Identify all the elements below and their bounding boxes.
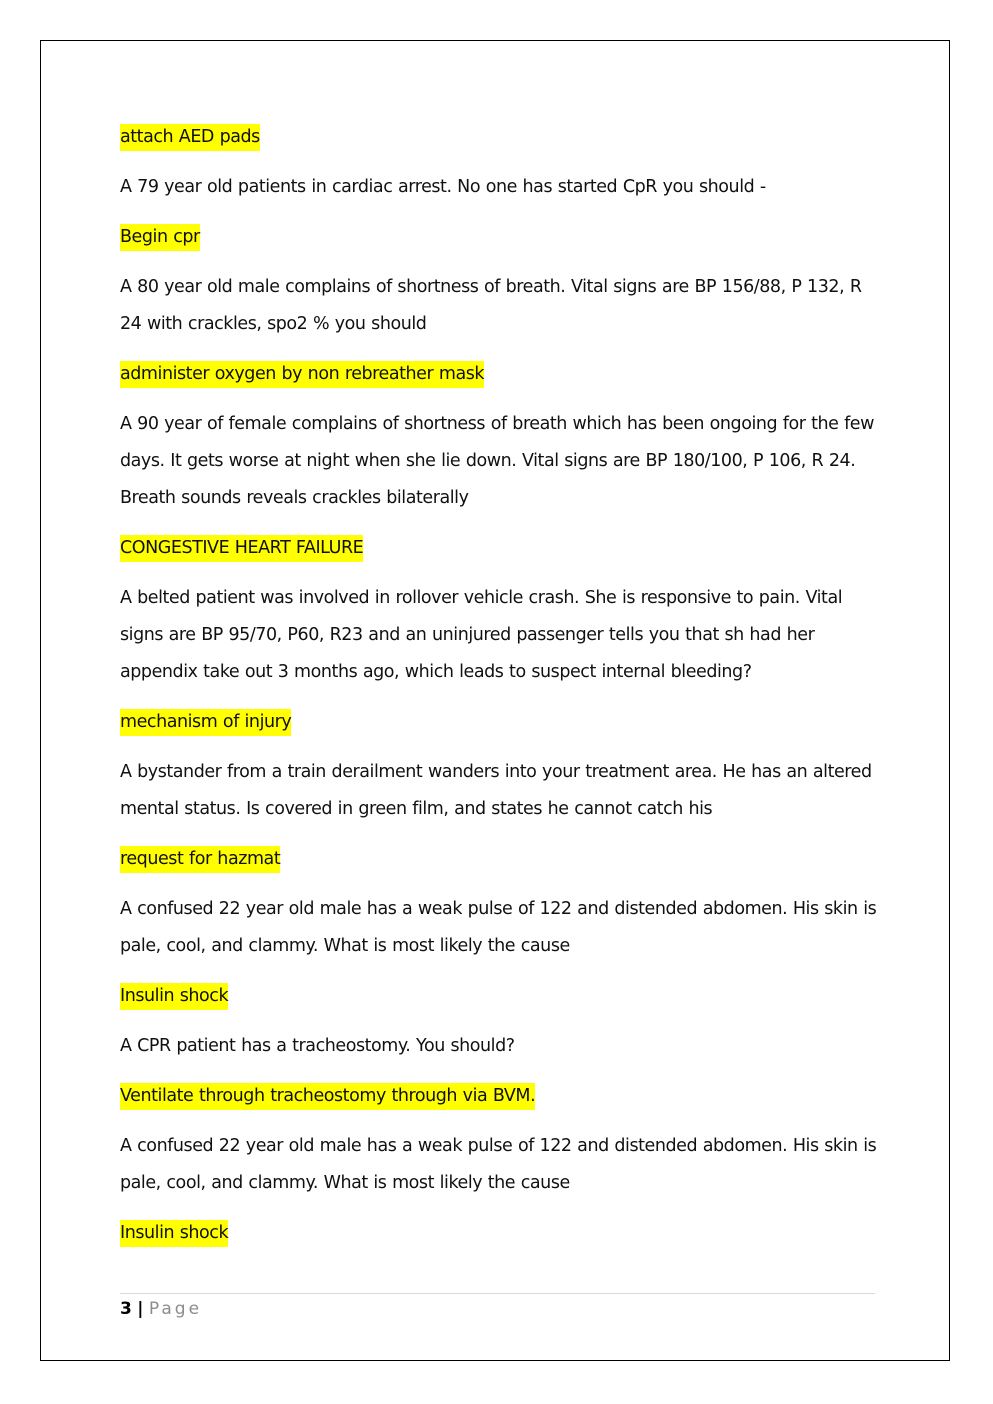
question-text: A 90 year of female complains of shortness of breath which has been ongoing for the few days. It gets worse at night when she lie down. Vital signs are BP 180/100, P 106, R 24. Breath sounds reveals crackles bilaterally (120, 414, 874, 508)
question-text: A belted patient was involved in rollover vehicle crash. She is responsive to pain. Vital signs are BP 95/70, P60, R23 and an uninjured passenger tells you that sh had her appendix take out 3 months ago, which leads to suspect internal bleeding? (120, 588, 843, 682)
question-text: A CPR patient has a tracheostomy. You should? (120, 1036, 515, 1056)
footer-divider (120, 1293, 875, 1294)
page-footer (120, 1297, 202, 1321)
question-text: A confused 22 year old male has a weak pulse of 122 and distended abdomen. His skin is pale, cool, and clammy. What is most likely the cause (120, 899, 877, 956)
answer-highlight: administer oxygen by non rebreather mask (120, 356, 880, 393)
question-text: A bystander from a train derailment wanders into your treatment area. He has an altered mental status. Is covered in green film, and states he cannot catch his (120, 762, 872, 819)
page-separator: | (137, 1299, 144, 1319)
question-text: A 79 year old patients in cardiac arrest. No one has started CpR you should - (120, 177, 766, 197)
document-body (120, 119, 880, 1265)
answer-highlight: Begin cpr (120, 219, 880, 256)
page-number: 3 (120, 1299, 132, 1319)
question-text: A confused 22 year old male has a weak pulse of 122 and distended abdomen. His skin is pale, cool, and clammy. What is most likely the cause (120, 1136, 877, 1193)
page-label: Page (148, 1299, 203, 1319)
answer-highlight: Insulin shock (120, 978, 880, 1015)
question-text: A 80 year old male complains of shortness of breath. Vital signs are BP 156/88, P 132, R 24 with crackles, spo2 % you should (120, 277, 862, 334)
answer-highlight: mechanism of injury (120, 704, 880, 741)
answer-highlight: Insulin shock (120, 1215, 880, 1252)
answer-highlight: Ventilate through tracheostomy through via BVM. (120, 1078, 880, 1115)
answer-highlight: CONGESTIVE HEART FAILURE (120, 530, 880, 567)
answer-highlight: request for hazmat (120, 841, 880, 878)
answer-highlight: attach AED pads (120, 119, 880, 156)
document-page (40, 40, 950, 1361)
